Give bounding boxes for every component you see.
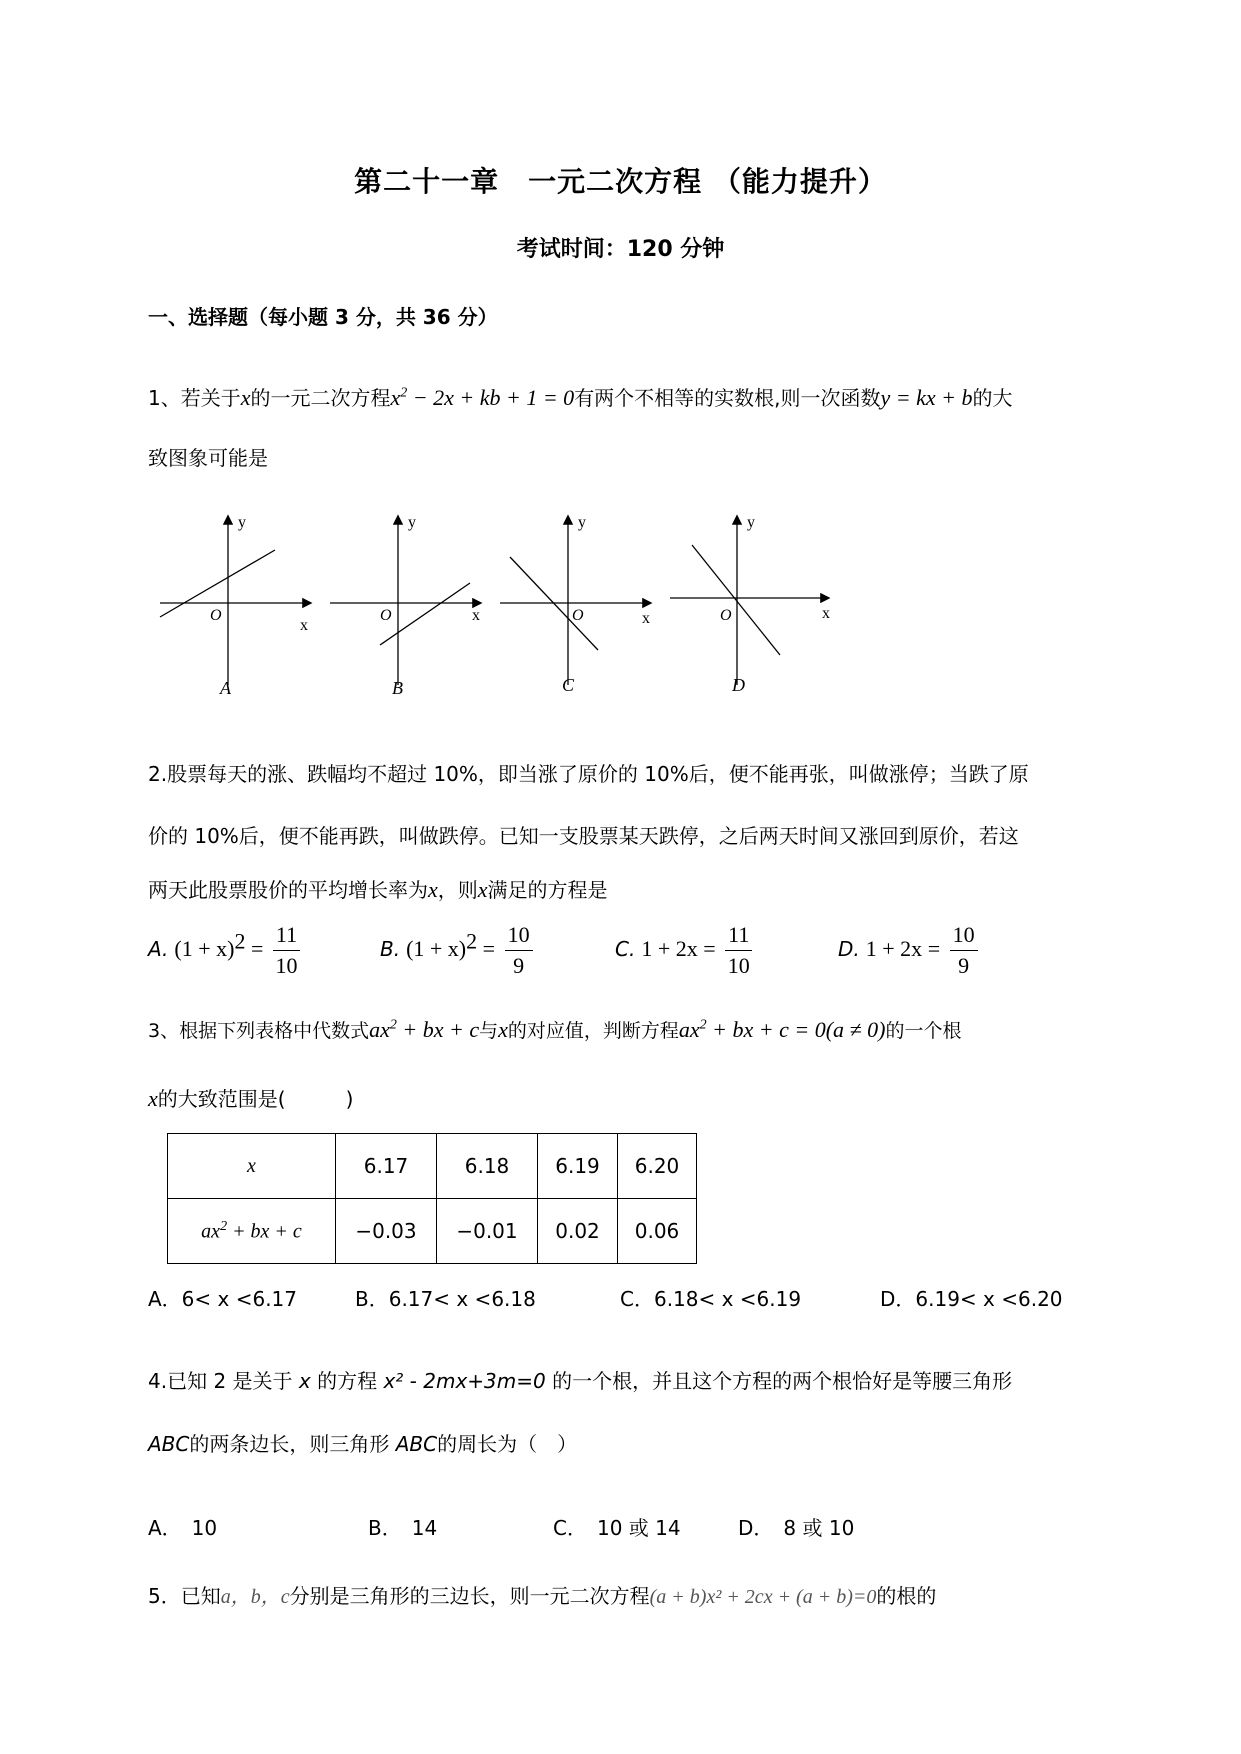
page-title: 第二十一章 一元二次方程 （能力提升） [354, 165, 887, 198]
q1-function: y = kx + b [880, 385, 973, 410]
q1-line2: 致图象可能是 [148, 446, 268, 470]
q3-choice-a: A．6< x <6.17 [148, 1287, 298, 1311]
q4-line2: ABC的两条边长，则三角形 ABC的周长为（ ） [148, 1432, 578, 1456]
axis-y-label: y [578, 514, 586, 531]
q2-option-b: B. $(1 + x)^2$ = $\frac{10}{9}$ [380, 920, 537, 981]
axis-x-label: x [822, 605, 830, 622]
q1-text: 的一元二次方程 [250, 386, 391, 410]
q2-text: 两天此股票股价的平均增长率为 [148, 878, 428, 902]
table-cell: 6.17 [336, 1134, 437, 1199]
q2-var: x [428, 877, 438, 902]
table-cell: −0.03 [336, 1199, 437, 1264]
origin-label: O [572, 607, 584, 624]
q2-line3 [148, 874, 608, 903]
q4-choice-d: D． 8 或 10 [738, 1516, 855, 1540]
q1-line1 [148, 382, 1013, 411]
q1-text: 有两个不相等的实数根,则一次函数 [574, 386, 881, 410]
table-cell: $ax^2$ + bx + c [168, 1199, 336, 1264]
q3-line1: 3、根据下列表格中代数式$ax^2$ + bx + c与x的对应值，判断方程$ax^2$ + bx + c = 0(a ≠ 0)的一个根 [148, 1017, 962, 1042]
q3-choice-c: C．6.18< x <6.19 [620, 1287, 802, 1311]
line-d [692, 545, 780, 655]
graph-b [320, 505, 485, 705]
q4-line1: 4.已知 2 是关于 x 的方程 x² - 2mx+3m=0 的一个根，并且这个方程的两个根恰好是等腰三角形 [148, 1369, 1013, 1393]
q1-text: 的大 [972, 386, 1013, 410]
table-cell: −0.01 [437, 1199, 538, 1264]
graph-c-label: C [562, 675, 575, 695]
exam-time: 考试时间：120 分钟 [516, 237, 725, 262]
q2-line1: 2.股票每天的涨、跌幅均不超过 10%，即当涨了原价的 10%后，便不能再张，叫做涨停；当跌了原 [148, 762, 1029, 786]
q3-choice-b: B．6.17< x <6.18 [355, 1287, 536, 1311]
q4-choice-a: A． 10 [148, 1516, 218, 1540]
table-cell: 0.06 [618, 1199, 697, 1264]
axis-x-label: x [300, 617, 308, 634]
q2-var: x [477, 877, 488, 902]
table-row [168, 1134, 697, 1199]
q1-equation: $x^2 - 2x$ + kb + 1 = 0 [390, 385, 575, 410]
q2-option-c: C. 1 + 2x = $\frac{11}{10}$ [615, 920, 756, 981]
q1-var: x [240, 385, 251, 410]
axis-y-label: y [238, 514, 246, 531]
graph-a-label: A [220, 678, 231, 698]
axis-x-label: x [472, 607, 480, 624]
table-cell: 0.02 [538, 1199, 618, 1264]
q1-text: 1、若关于 [148, 386, 241, 410]
q2-text: 满足的方程是 [487, 878, 608, 902]
q2-option-a: A. $(1 + x)^2$ = $\frac{11}{10}$ [148, 920, 304, 981]
table-row [168, 1199, 697, 1264]
q3-choice-d: D．6.19< x <6.20 [880, 1287, 1063, 1311]
q3-value-table [167, 1133, 697, 1264]
table-cell: 6.20 [618, 1134, 697, 1199]
line-b [380, 583, 470, 645]
q2-line2: 价的 10%后，便不能再跌，叫做跌停。已知一支股票某天跌停，之后两天时间又涨回到原价，若这 [148, 824, 1019, 848]
table-cell: 6.18 [437, 1134, 538, 1199]
table-cell: x [168, 1134, 336, 1199]
graph-d [660, 505, 840, 705]
origin-label: O [380, 607, 392, 624]
axis-y-label: y [747, 514, 755, 531]
origin-label: O [210, 607, 222, 624]
origin-label: O [720, 607, 732, 624]
graph-b-label: B [392, 678, 403, 698]
q2-option-d: D. 1 + 2x = $\frac{10}{9}$ [838, 920, 982, 981]
q5-line1: 5．已知a，b，c分别是三角形的三边长，则一元二次方程(a + b)x² + 2cx + (a + b)=0的根的 [148, 1584, 937, 1608]
q4-choice-c: C． 10 或 14 [553, 1516, 681, 1540]
q4-choice-b: B． 14 [368, 1516, 438, 1540]
axis-y-label: y [408, 514, 416, 531]
section-heading: 一、选择题（每小题 3 分，共 36 分） [148, 305, 498, 329]
q3-line2: x的大致范围是( ) [148, 1086, 354, 1111]
graph-a [150, 505, 315, 705]
axis-x-label: x [642, 610, 650, 627]
q2-text: ，则 [437, 878, 478, 902]
table-cell: 6.19 [538, 1134, 618, 1199]
graph-d-label: D [732, 675, 745, 695]
